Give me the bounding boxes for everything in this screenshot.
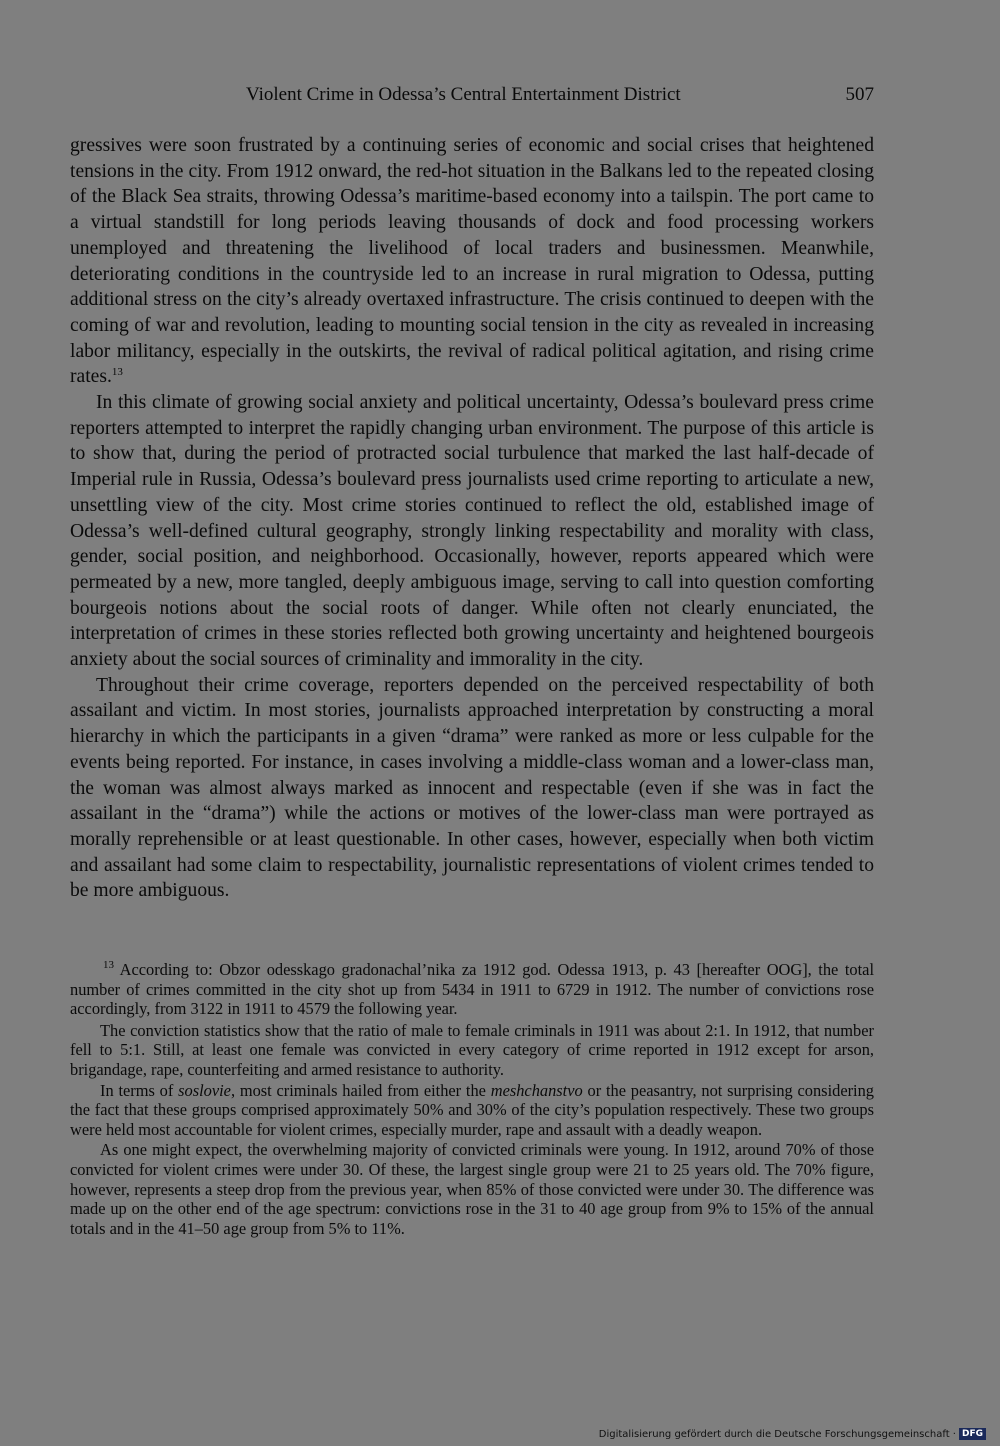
running-title: Violent Crime in Odessa’s Central Entertainment District [246, 84, 681, 105]
term-meshchanstvo: meshchanstvo [490, 1080, 583, 1100]
term-soslovie: soslovie [178, 1080, 231, 1100]
paragraph-3: Throughout their crime coverage, reporters depended on the perceived respectability of both assailant and victim. In most stories, journalists approached interpretation by constructing a moral hierarchy in which the participants in a given “drama” were ranked as more or less culpable for the events being reported. For instance, in cases involving a middle-class woman and a lower-class man, the woman was almost always marked as innocent and respectable (even if she was in fact the assailant in the “drama”) while the actions or motives of the lower-class man were portrayed as morally reprehensible or at least questionable. In other cases, however, especially when both victim and assailant had some claim to respectability, journalistic representations of violent crimes tended to be more ambiguous. [70, 674, 874, 902]
dfg-logo: DFG [959, 1428, 986, 1440]
footnote-marker: 13 [103, 959, 114, 971]
paragraph-1-text: gressives were soon frustrated by a continuing series of economic and social crises that heightened tensions in the city. From 1912 onward, the red-hot situation in the Balkans led to the repeated closing of the Black Sea straits, throwing Odessa’s maritime-based economy into a tailspin. The port came to a virtual standstill for long periods leaving thousands of dock and food processing workers unemployed and threatening the livelihood of local traders and businessmen. Meanwhile, deteriorating conditions in the countryside led to an increase in rural migration to Odessa, putting additional stress on the city’s already overtaxed infrastructure. The crisis continued to deepen with the coming of war and revolution, leading to mounting social tension in the city as revealed in increasing labor militancy, especially in the outskirts, the revival of radical political agitation, and rising crime rates. [70, 135, 874, 388]
running-header [70, 84, 874, 112]
footnote-13-text-1: According to: Obzor odesskago gradonachal’nika za 1912 god. Odessa 1913, p. 43 [hereafter OOG], the total number of crimes committed in the city shot up from 5434 in 1911 to 6729 in 1912. The number of convictions rose accordingly, from 3122 in 1911 to 4579 the following year. [70, 960, 874, 1019]
footnote-13-text-3c: or the peasantry, not surprising considering the fact that these groups comprised approximately 50% and 30% of the city’s population respectively. These two groups were held most accountable for violent crimes, especially murder, rape and assault with a deadly weapon. [70, 1080, 874, 1139]
footnotes [70, 960, 874, 1238]
paragraph-2: In this climate of growing social anxiety and political uncertainty, Odessa’s boulevard press crime reporters attempted to interpret the rapidly changing urban environment. The purpose of this article is to show that, during the period of protracted social turbulence that marked the last half-decade of Imperial rule in Russia, Odessa’s boulevard press journalists used crime reporting to articulate a new, unsettling view of the city. Most crime stories continued to reflect the old, established image of Odessa’s well-defined cultural geography, strongly linking respectability and morality with class, gender, social position, and neighborhood. Occasionally, however, reports appeared which were permeated by a new, more tangled, deeply ambiguous image, serving to call into question comforting bourgeois notions about the social roots of danger. While often not clearly enunciated, the interpretation of crimes in these stories reflected both growing uncertainty and heightened bourgeois anxiety about the social sources of criminality and immorality in the city. [70, 392, 874, 671]
page-number: 507 [845, 84, 874, 105]
paragraph-1 [70, 133, 874, 390]
footnote-13-para-4: As one might expect, the overwhelming majority of convicted criminals were young. In 1912, around 70% of those convicted for violent crimes were under 30. Of these, the largest single group were 21 to 25 years old. The 70% figure, however, represents a steep drop from the previous year, when 85% of those convicted were under 30. The difference was made up on the other end of the age spectrum: convictions rose in the 31 to 40 age group from 9% to 15% of the annual totals and in the 41–50 age group from 5% to 11%. [70, 1140, 874, 1238]
footnote-ref-13[interactable]: 13 [111, 366, 123, 379]
digitization-footer [599, 1428, 986, 1440]
footer-credit: Digitalisierung gefördert durch die Deutsche Forschungsgemeinschaft · [598, 1428, 956, 1440]
footnote-13-para-1 [70, 960, 874, 1019]
footnote-13-para-3 [70, 1081, 874, 1140]
footnote-13-text-3b: , most criminals hailed from either the [230, 1080, 491, 1100]
footnote-13-para-2: The conviction statistics show that the ratio of male to female criminals in 1911 was about 2:1. In 1912, that number fell to 5:1. Still, at least one female was convicted in every category of crime reported in 1912 except for arson, brigandage, rape, counterfeiting and armed resistance to authority. [70, 1020, 874, 1079]
main-text [70, 133, 874, 904]
footnote-13-text-3a: In terms of [100, 1080, 179, 1100]
